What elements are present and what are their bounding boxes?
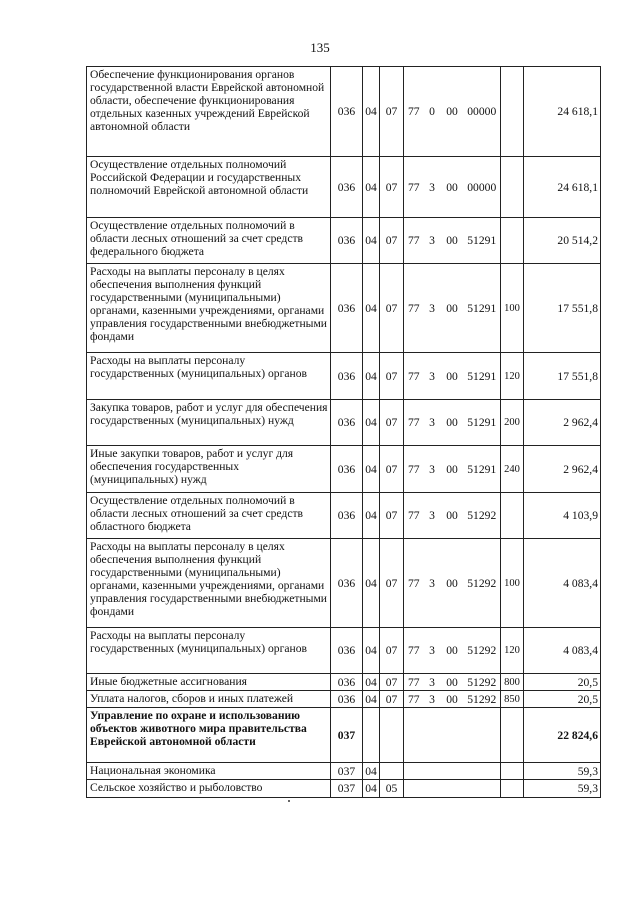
target-article-program-cell <box>404 780 424 798</box>
grbs-code-cell: 037 <box>331 708 363 763</box>
target-article-code-cell: 51292 <box>464 628 501 674</box>
target-article-direction-cell: 00 <box>441 400 464 446</box>
amount-cell: 20 514,2 <box>524 218 601 264</box>
section-code-cell: 04 <box>363 763 380 780</box>
section-code-cell: 04 <box>363 264 380 353</box>
target-article-code-cell <box>464 763 501 780</box>
amount-cell: 59,3 <box>524 763 601 780</box>
target-article-code-cell <box>464 780 501 798</box>
section-code-cell: 04 <box>363 157 380 218</box>
target-article-subprogram-cell: 3 <box>424 674 441 691</box>
target-article-direction-cell: 00 <box>441 493 464 539</box>
target-article-code-cell: 51291 <box>464 400 501 446</box>
section-code-cell: 04 <box>363 446 380 493</box>
table-row <box>87 264 601 353</box>
expense-name-cell: Сельское хозяйство и рыболовство <box>87 780 331 798</box>
expense-name-cell: Уплата налогов, сборов и иных платежей <box>87 691 331 708</box>
target-article-subprogram-cell <box>424 708 441 763</box>
grbs-code-cell: 036 <box>331 353 363 400</box>
grbs-code-cell: 036 <box>331 264 363 353</box>
target-article-direction-cell <box>441 708 464 763</box>
target-article-code-cell: 00000 <box>464 157 501 218</box>
expense-name-cell: Национальная экономика <box>87 763 331 780</box>
amount-cell: 4 083,4 <box>524 628 601 674</box>
target-article-subprogram-cell: 3 <box>424 264 441 353</box>
table-row <box>87 353 601 400</box>
amount-cell: 20,5 <box>524 691 601 708</box>
expense-name-cell: Иные закупки товаров, работ и услуг для обеспечения государственных (муниципальных) нужд <box>87 446 331 493</box>
expense-name-cell: Расходы на выплаты персоналу в целях обеспечения выполнения функций государственными (муниципальными) органами, казенными учреждениями, органами управления государственными внебюджетными фондами <box>87 539 331 628</box>
subsection-code-cell <box>380 763 404 780</box>
expense-type-cell <box>501 218 524 264</box>
grbs-code-cell: 036 <box>331 67 363 157</box>
expense-name-cell: Управление по охране и использованию объектов животного мира правительства Еврейской автономной области <box>87 708 331 763</box>
expense-type-cell: 100 <box>501 539 524 628</box>
expense-name-cell: Осуществление отдельных полномочий в области лесных отношений за счет средств федерального бюджета <box>87 218 331 264</box>
target-article-subprogram-cell: 0 <box>424 67 441 157</box>
section-code-cell: 04 <box>363 628 380 674</box>
target-article-direction-cell: 00 <box>441 67 464 157</box>
expense-type-cell: 120 <box>501 353 524 400</box>
grbs-code-cell: 036 <box>331 157 363 218</box>
target-article-subprogram-cell: 3 <box>424 446 441 493</box>
grbs-code-cell: 036 <box>331 539 363 628</box>
subsection-code-cell: 07 <box>380 539 404 628</box>
subsection-code-cell: 07 <box>380 67 404 157</box>
section-code-cell: 04 <box>363 539 380 628</box>
target-article-code-cell <box>464 708 501 763</box>
target-article-code-cell: 51292 <box>464 691 501 708</box>
amount-cell: 59,3 <box>524 780 601 798</box>
expense-type-cell <box>501 780 524 798</box>
expense-type-cell: 850 <box>501 691 524 708</box>
section-code-cell: 04 <box>363 218 380 264</box>
subsection-code-cell: 07 <box>380 218 404 264</box>
section-code-cell: 04 <box>363 780 380 798</box>
table-row <box>87 674 601 691</box>
target-article-code-cell: 51292 <box>464 674 501 691</box>
target-article-direction-cell: 00 <box>441 628 464 674</box>
target-article-program-cell <box>404 763 424 780</box>
target-article-program-cell: 77 <box>404 353 424 400</box>
target-article-program-cell: 77 <box>404 400 424 446</box>
grbs-code-cell: 037 <box>331 780 363 798</box>
subsection-code-cell: 07 <box>380 691 404 708</box>
amount-cell: 2 962,4 <box>524 400 601 446</box>
expense-name-cell: Расходы на выплаты персоналу в целях обеспечения выполнения функций государственными (муниципальными) органами, казенными учреждениями, органами управления государственными внебюджетными фондами <box>87 264 331 353</box>
target-article-program-cell: 77 <box>404 264 424 353</box>
grbs-code-cell: 036 <box>331 628 363 674</box>
target-article-code-cell: 51291 <box>464 264 501 353</box>
target-article-code-cell: 00000 <box>464 67 501 157</box>
amount-cell: 22 824,6 <box>524 708 601 763</box>
target-article-program-cell: 77 <box>404 493 424 539</box>
grbs-code-cell: 037 <box>331 763 363 780</box>
expense-type-cell <box>501 493 524 539</box>
table-row <box>87 763 601 780</box>
target-article-subprogram-cell: 3 <box>424 539 441 628</box>
expense-type-cell <box>501 708 524 763</box>
target-article-subprogram-cell: 3 <box>424 218 441 264</box>
expense-type-cell: 120 <box>501 628 524 674</box>
subsection-code-cell: 07 <box>380 446 404 493</box>
table-row <box>87 67 601 157</box>
target-article-direction-cell <box>441 763 464 780</box>
table-row <box>87 400 601 446</box>
target-article-direction-cell: 00 <box>441 218 464 264</box>
amount-cell: 24 618,1 <box>524 67 601 157</box>
grbs-code-cell: 036 <box>331 691 363 708</box>
target-article-subprogram-cell: 3 <box>424 157 441 218</box>
target-article-direction-cell: 00 <box>441 264 464 353</box>
grbs-code-cell: 036 <box>331 400 363 446</box>
grbs-code-cell: 036 <box>331 446 363 493</box>
target-article-program-cell: 77 <box>404 539 424 628</box>
table-row <box>87 218 601 264</box>
target-article-program-cell: 77 <box>404 691 424 708</box>
target-article-subprogram-cell: 3 <box>424 400 441 446</box>
target-article-code-cell: 51292 <box>464 493 501 539</box>
expense-type-cell: 100 <box>501 264 524 353</box>
target-article-code-cell: 51292 <box>464 539 501 628</box>
target-article-direction-cell: 00 <box>441 353 464 400</box>
scan-mark <box>288 800 290 802</box>
target-article-direction-cell: 00 <box>441 446 464 493</box>
subsection-code-cell: 07 <box>380 157 404 218</box>
table-row <box>87 446 601 493</box>
subsection-code-cell: 07 <box>380 353 404 400</box>
target-article-subprogram-cell <box>424 763 441 780</box>
target-article-direction-cell: 00 <box>441 157 464 218</box>
section-code-cell: 04 <box>363 67 380 157</box>
table-row <box>87 493 601 539</box>
table-row <box>87 780 601 798</box>
target-article-program-cell: 77 <box>404 157 424 218</box>
table-row <box>87 691 601 708</box>
target-article-subprogram-cell: 3 <box>424 691 441 708</box>
table-row <box>87 157 601 218</box>
section-code-cell: 04 <box>363 674 380 691</box>
section-code-cell: 04 <box>363 691 380 708</box>
target-article-direction-cell: 00 <box>441 674 464 691</box>
expense-name-cell: Осуществление отдельных полномочий в области лесных отношений за счет средств областного бюджета <box>87 493 331 539</box>
table-row <box>87 708 601 763</box>
expense-name-cell: Иные бюджетные ассигнования <box>87 674 331 691</box>
target-article-program-cell: 77 <box>404 674 424 691</box>
expense-name-cell: Осуществление отдельных полномочий Российской Федерации и государственных полномочий Еврейской автономной области <box>87 157 331 218</box>
target-article-program-cell: 77 <box>404 446 424 493</box>
section-code-cell: 04 <box>363 493 380 539</box>
target-article-subprogram-cell: 3 <box>424 628 441 674</box>
grbs-code-cell: 036 <box>331 493 363 539</box>
target-article-subprogram-cell: 3 <box>424 493 441 539</box>
expense-name-cell: Расходы на выплаты персоналу государственных (муниципальных) органов <box>87 353 331 400</box>
section-code-cell <box>363 708 380 763</box>
amount-cell: 17 551,8 <box>524 353 601 400</box>
target-article-subprogram-cell: 3 <box>424 353 441 400</box>
target-article-direction-cell: 00 <box>441 539 464 628</box>
expense-type-cell <box>501 157 524 218</box>
target-article-direction-cell: 00 <box>441 691 464 708</box>
subsection-code-cell <box>380 708 404 763</box>
amount-cell: 4 083,4 <box>524 539 601 628</box>
expense-type-cell: 200 <box>501 400 524 446</box>
subsection-code-cell: 07 <box>380 493 404 539</box>
budget-table <box>86 66 601 798</box>
amount-cell: 20,5 <box>524 674 601 691</box>
page-number: 135 <box>310 40 330 55</box>
expense-type-cell: 240 <box>501 446 524 493</box>
section-code-cell: 04 <box>363 353 380 400</box>
subsection-code-cell: 07 <box>380 628 404 674</box>
target-article-program-cell: 77 <box>404 628 424 674</box>
amount-cell: 17 551,8 <box>524 264 601 353</box>
expense-type-cell <box>501 67 524 157</box>
grbs-code-cell: 036 <box>331 674 363 691</box>
target-article-program-cell: 77 <box>404 218 424 264</box>
target-article-program-cell: 77 <box>404 67 424 157</box>
amount-cell: 24 618,1 <box>524 157 601 218</box>
target-article-program-cell <box>404 708 424 763</box>
expense-type-cell <box>501 763 524 780</box>
expense-name-cell: Закупка товаров, работ и услуг для обеспечения государственных (муниципальных) нужд <box>87 400 331 446</box>
grbs-code-cell: 036 <box>331 218 363 264</box>
subsection-code-cell: 07 <box>380 400 404 446</box>
subsection-code-cell: 07 <box>380 264 404 353</box>
amount-cell: 4 103,9 <box>524 493 601 539</box>
subsection-code-cell: 07 <box>380 674 404 691</box>
section-code-cell: 04 <box>363 400 380 446</box>
target-article-code-cell: 51291 <box>464 446 501 493</box>
table-row <box>87 628 601 674</box>
target-article-direction-cell <box>441 780 464 798</box>
target-article-subprogram-cell <box>424 780 441 798</box>
expense-name-cell: Обеспечение функционирования органов государственной власти Еврейской автономной области, обеспечение функционирования отдельных казенных учреждений Еврейской автономной области <box>87 67 331 157</box>
subsection-code-cell: 05 <box>380 780 404 798</box>
target-article-code-cell: 51291 <box>464 218 501 264</box>
target-article-code-cell: 51291 <box>464 353 501 400</box>
expense-type-cell: 800 <box>501 674 524 691</box>
amount-cell: 2 962,4 <box>524 446 601 493</box>
expense-name-cell: Расходы на выплаты персоналу государственных (муниципальных) органов <box>87 628 331 674</box>
table-row <box>87 539 601 628</box>
